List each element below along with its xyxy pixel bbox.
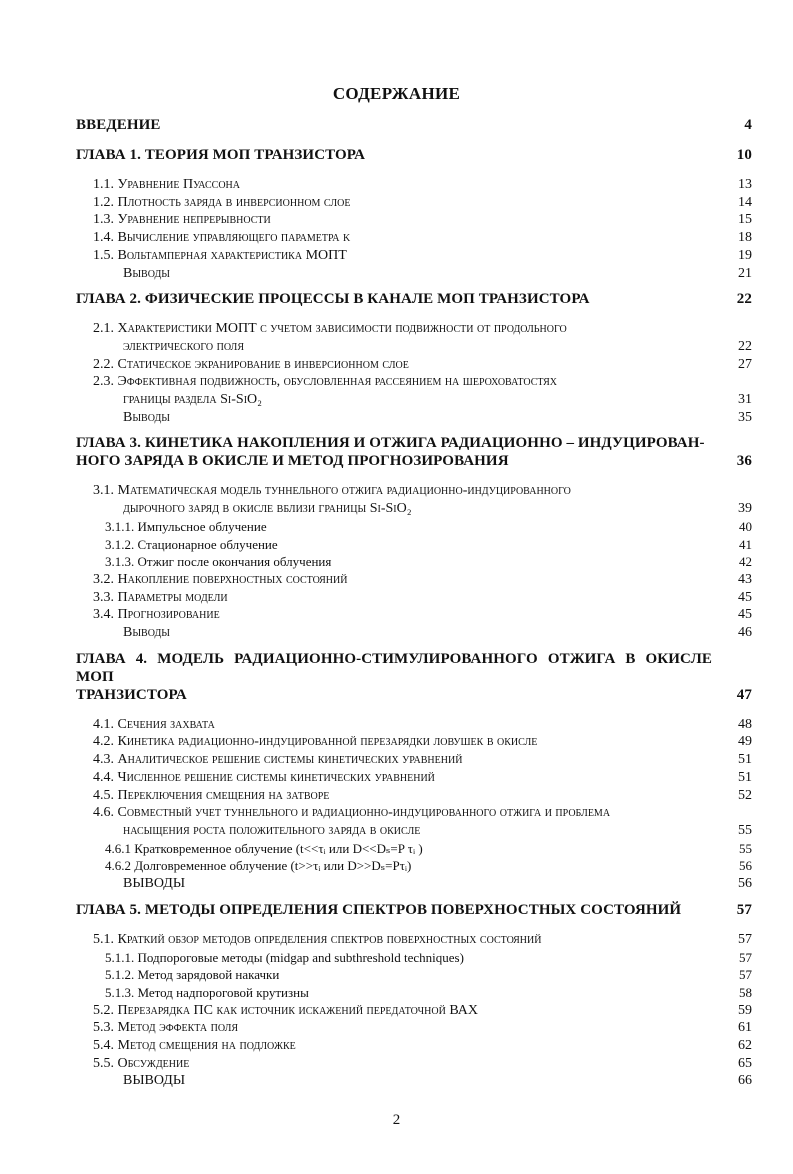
toc-entry-number: 2.2. bbox=[93, 356, 114, 372]
toc-entry-label: Метод смещения на подложке bbox=[117, 1038, 296, 1054]
toc-entry[interactable] bbox=[76, 373, 752, 408]
toc-subentry[interactable] bbox=[76, 518, 752, 536]
toc-entry-page: 56 bbox=[739, 858, 752, 874]
toc-entry[interactable] bbox=[76, 769, 752, 787]
toc-entry-label: 5.1.2. Метод зарядовой накачки bbox=[105, 967, 280, 983]
toc-entry-label-cont: дырочного заряд в окисле вблизи границы Si-SiO₂ bbox=[123, 501, 412, 517]
toc-entry-label: Обсуждение bbox=[117, 1055, 190, 1071]
toc-entry-page: 55 bbox=[738, 822, 752, 838]
toc-entry-conclusions[interactable] bbox=[76, 1072, 752, 1090]
toc-entry-label: ГЛАВА 5. МЕТОДЫ ОПРЕДЕЛЕНИЯ СПЕКТРОВ ПОВЕРХНОСТНЫХ СОСТОЯНИЙ bbox=[76, 901, 682, 918]
toc-entry-label-cont: насыщения роста положительного заряда в окисле bbox=[123, 822, 421, 838]
toc-entry-page: 57 bbox=[736, 901, 752, 918]
toc-entry[interactable] bbox=[76, 606, 752, 624]
toc-entry-label: ГЛАВА 3. КИНЕТИКА НАКОПЛЕНИЯ И ОТЖИГА РАДИАЦИОННО – ИНДУЦИРОВАН- bbox=[76, 435, 705, 452]
toc-chapter-2[interactable] bbox=[76, 290, 752, 308]
toc-subentry[interactable] bbox=[76, 984, 752, 1002]
toc-entry-number: 3.4. bbox=[93, 607, 114, 623]
page-title: СОДЕРЖАНИЕ bbox=[332, 84, 461, 103]
table-of-contents bbox=[76, 116, 752, 1098]
toc-entry-number: 2.1. bbox=[93, 321, 114, 337]
toc-entry[interactable] bbox=[76, 1002, 752, 1020]
toc-entry[interactable] bbox=[76, 356, 752, 374]
toc-chapter-1[interactable] bbox=[76, 146, 752, 164]
toc-entry-label-cont: НОГО ЗАРЯДА В ОКИСЛЕ И МЕТОД ПРОГНОЗИРОВАНИЯ bbox=[76, 453, 509, 470]
toc-entry-label: Выводы bbox=[123, 625, 170, 641]
toc-entry[interactable] bbox=[76, 176, 752, 194]
toc-entry-number: 5.2. bbox=[93, 1002, 114, 1018]
toc-entry-label: 3.1.2. Стационарное облучение bbox=[105, 536, 278, 552]
toc-entry-page: 55 bbox=[739, 840, 752, 856]
toc-entry-number: 5.4. bbox=[93, 1038, 114, 1054]
toc-chapter-2-items bbox=[76, 320, 752, 426]
toc-entry-number: 5.5. bbox=[93, 1055, 114, 1071]
toc-entry-page: 36 bbox=[736, 453, 752, 470]
toc-entry-label: Метод эффекта поля bbox=[117, 1020, 239, 1036]
toc-entry-label: Совместный учет туннельного и радиационно-индуцированного отжига и проблема bbox=[117, 805, 611, 821]
toc-entry-number: 4.6. bbox=[93, 805, 114, 821]
toc-entry-label-cont: границы раздела Si-SiO₂ bbox=[123, 392, 263, 408]
toc-entry-page: 65 bbox=[738, 1055, 752, 1071]
toc-entry-page: 57 bbox=[739, 967, 752, 983]
toc-entry-label: Кинетика радиационно-индуцированной перезарядки ловушек в окисле bbox=[117, 734, 538, 750]
toc-entry[interactable] bbox=[76, 1037, 752, 1055]
toc-entry-page: 18 bbox=[738, 230, 752, 246]
toc-entry-label: ВЫВОДЫ bbox=[123, 876, 186, 892]
toc-entry[interactable] bbox=[76, 716, 752, 734]
toc-entry-label: Численное решение системы кинетических уравнений bbox=[117, 769, 435, 785]
toc-entry[interactable] bbox=[76, 194, 752, 212]
toc-entry-number: 5.3. bbox=[93, 1020, 114, 1036]
toc-entry-label: Уравнение Пуассона bbox=[117, 177, 240, 192]
toc-chapter-5-items bbox=[76, 931, 752, 1090]
toc-entry-page: 19 bbox=[738, 247, 752, 263]
toc-entry-page: 66 bbox=[738, 1073, 752, 1089]
toc-entry-page: 62 bbox=[738, 1038, 752, 1054]
toc-entry-conclusions[interactable] bbox=[76, 265, 752, 283]
toc-entry-conclusions[interactable] bbox=[76, 624, 752, 642]
toc-entry-number: 4.5. bbox=[93, 787, 114, 803]
toc-entry-page: 45 bbox=[738, 589, 752, 605]
toc-entry-page: 39 bbox=[738, 501, 752, 517]
toc-entry-label: Статическое экранирование в инверсионном слое bbox=[117, 356, 409, 372]
toc-entry-page: 43 bbox=[738, 571, 752, 587]
toc-chapter-4[interactable] bbox=[76, 650, 752, 704]
toc-entry[interactable] bbox=[76, 804, 752, 839]
toc-entry-label: ГЛАВА 4. МОДЕЛЬ РАДИАЦИОННО-СТИМУЛИРОВАННОГО ОТЖИГА В ОКИСЛЕ МОП bbox=[76, 650, 712, 685]
toc-entry-page: 48 bbox=[738, 716, 752, 732]
toc-entry-label: ВВЕДЕНИЕ bbox=[76, 117, 161, 133]
toc-entry-page: 51 bbox=[738, 769, 752, 785]
toc-entry-page: 56 bbox=[738, 876, 752, 892]
toc-subentry[interactable] bbox=[76, 840, 752, 858]
toc-entry-label: Плотность заряда в инверсионном слое bbox=[117, 194, 351, 210]
toc-entry-conclusions[interactable] bbox=[76, 409, 752, 427]
toc-entry-label: Математическая модель туннельного отжига радиационно-индуцированного bbox=[117, 483, 571, 499]
toc-entry[interactable] bbox=[76, 589, 752, 607]
toc-entry[interactable] bbox=[76, 1019, 752, 1037]
toc-entry-number: 3.1. bbox=[93, 483, 114, 499]
toc-entry-label: Сечения захвата bbox=[117, 716, 215, 732]
toc-entry-label: 3.1.1. Импульсное облучение bbox=[105, 518, 267, 534]
toc-entry-label: Вольтамперная характеристика МОПТ bbox=[117, 247, 347, 263]
toc-chapter-1-items bbox=[76, 176, 752, 282]
page-number: 2 bbox=[392, 1112, 401, 1128]
toc-entry-conclusions[interactable] bbox=[76, 875, 752, 893]
toc-entry-label: Выводы bbox=[123, 409, 170, 425]
toc-entry-page: 35 bbox=[738, 409, 752, 425]
toc-chapter-3[interactable] bbox=[76, 434, 752, 470]
toc-entry[interactable] bbox=[76, 247, 752, 265]
toc-entry-label: Переключения смещения на затворе bbox=[117, 787, 330, 803]
toc-entry-number: 1.5. bbox=[93, 247, 114, 263]
toc-entry-page: 13 bbox=[738, 177, 752, 192]
toc-entry[interactable] bbox=[76, 320, 752, 355]
toc-entry-number: 1.2. bbox=[93, 194, 114, 210]
toc-entry-number: 4.2. bbox=[93, 734, 114, 750]
toc-entry-page: 40 bbox=[739, 518, 752, 534]
toc-entry-label: ВЫВОДЫ bbox=[123, 1073, 186, 1089]
toc-entry-label: ГЛАВА 2. ФИЗИЧЕСКИЕ ПРОЦЕССЫ В КАНАЛЕ МОП ТРАНЗИСТОРА bbox=[76, 291, 590, 308]
toc-entry[interactable] bbox=[76, 787, 752, 805]
toc-entry-page: 41 bbox=[739, 536, 752, 552]
toc-entry-number: 4.3. bbox=[93, 752, 114, 768]
toc-entry-label: Характеристики МОПТ с учетом зависимости подвижности от продольного bbox=[117, 321, 567, 337]
toc-subentry[interactable] bbox=[76, 553, 752, 571]
toc-entry-label: Прогнозирование bbox=[117, 607, 220, 623]
toc-entry-label: 5.1.1. Подпороговые методы (midgap and subthreshold techniques) bbox=[105, 949, 464, 965]
toc-entry-label: Эффективная подвижность, обусловленная рассеянием на шероховатостях bbox=[117, 374, 558, 390]
toc-entry[interactable] bbox=[76, 931, 752, 949]
toc-entry-label-cont: ТРАНЗИСТОРА bbox=[76, 686, 187, 703]
toc-entry-number: 5.1. bbox=[93, 931, 114, 947]
toc-entry[interactable] bbox=[76, 733, 752, 751]
toc-entry-page: 15 bbox=[738, 212, 752, 228]
toc-entry-label-cont: электрического поля bbox=[123, 338, 244, 354]
toc-entry-label: Аналитическое решение системы кинетических уравнений bbox=[117, 752, 463, 768]
toc-subentry[interactable] bbox=[76, 966, 752, 984]
toc-entry[interactable] bbox=[76, 751, 752, 769]
toc-entry-number: 3.3. bbox=[93, 589, 114, 605]
toc-chapter-3-items bbox=[76, 482, 752, 641]
toc-entry-page: 4 bbox=[744, 117, 752, 133]
toc-entry-page: 61 bbox=[738, 1020, 752, 1036]
toc-entry-number: 1.1. bbox=[93, 177, 114, 192]
toc-entry-page: 49 bbox=[738, 734, 752, 750]
toc-entry-label: ГЛАВА 1. ТЕОРИЯ МОП ТРАНЗИСТОРА bbox=[76, 147, 366, 163]
toc-entry-label: 5.1.3. Метод надпороговой крутизны bbox=[105, 984, 309, 1000]
toc-entry-intro[interactable] bbox=[76, 116, 752, 134]
toc-entry-label: 3.1.3. Отжиг после окончания облучения bbox=[105, 554, 332, 570]
toc-subentry[interactable] bbox=[76, 857, 752, 875]
toc-entry[interactable] bbox=[76, 229, 752, 247]
toc-subentry[interactable] bbox=[76, 536, 752, 554]
toc-entry-number: 4.4. bbox=[93, 769, 114, 785]
toc-entry-label: Параметры модели bbox=[117, 589, 228, 605]
toc-entry-page: 52 bbox=[738, 787, 752, 803]
toc-entry-label: Краткий обзор методов определения спектров поверхностных состояний bbox=[117, 931, 542, 947]
toc-entry-number: 1.4. bbox=[93, 230, 114, 246]
toc-entry-page: 42 bbox=[739, 554, 752, 570]
toc-entry-page: 22 bbox=[738, 338, 752, 354]
toc-entry-number: 2.3. bbox=[93, 374, 114, 390]
toc-entry-page: 31 bbox=[738, 392, 752, 408]
toc-entry-page: 58 bbox=[739, 984, 752, 1000]
toc-entry-page: 10 bbox=[736, 147, 752, 163]
toc-entry-label: 4.6.2 Долговременное облучение (t>>τᵢ или D>>Dₛ=Pτᵢ) bbox=[105, 858, 412, 874]
toc-entry-label: Перезарядка ПС как источник искажений передаточной ВАХ bbox=[117, 1002, 478, 1018]
toc-entry-page: 45 bbox=[738, 607, 752, 623]
toc-entry-page: 21 bbox=[738, 265, 752, 281]
toc-entry[interactable] bbox=[76, 571, 752, 589]
toc-entry[interactable] bbox=[76, 482, 752, 517]
toc-entry-page: 57 bbox=[739, 949, 752, 965]
toc-entry[interactable] bbox=[76, 211, 752, 229]
toc-entry-label: Уравнение непрерывности bbox=[117, 212, 271, 228]
toc-chapter-4-items bbox=[76, 716, 752, 893]
toc-chapter-5[interactable] bbox=[76, 901, 752, 919]
toc-entry-label: Вычисление управляющего параметра κ bbox=[117, 230, 351, 246]
toc-entry-page: 22 bbox=[736, 291, 752, 308]
toc-entry-label: Выводы bbox=[123, 265, 170, 281]
toc-entry[interactable] bbox=[76, 1055, 752, 1073]
toc-entry-page: 59 bbox=[738, 1002, 752, 1018]
toc-entry-page: 51 bbox=[738, 752, 752, 768]
toc-entry-page: 57 bbox=[738, 931, 752, 947]
toc-entry-page: 47 bbox=[736, 686, 752, 703]
toc-entry-page: 14 bbox=[738, 194, 752, 210]
toc-entry-page: 27 bbox=[738, 356, 752, 372]
toc-subentry[interactable] bbox=[76, 949, 752, 967]
toc-entry-number: 4.1. bbox=[93, 716, 114, 732]
toc-entry-label: Накопление поверхностных состояний bbox=[117, 571, 348, 587]
toc-entry-number: 3.2. bbox=[93, 571, 114, 587]
toc-entry-label: 4.6.1 Кратковременное облучение (t<<τᵢ или D<<Dₛ=P τᵢ ) bbox=[105, 840, 423, 856]
toc-entry-number: 1.3. bbox=[93, 212, 114, 228]
toc-entry-page: 46 bbox=[738, 625, 752, 641]
